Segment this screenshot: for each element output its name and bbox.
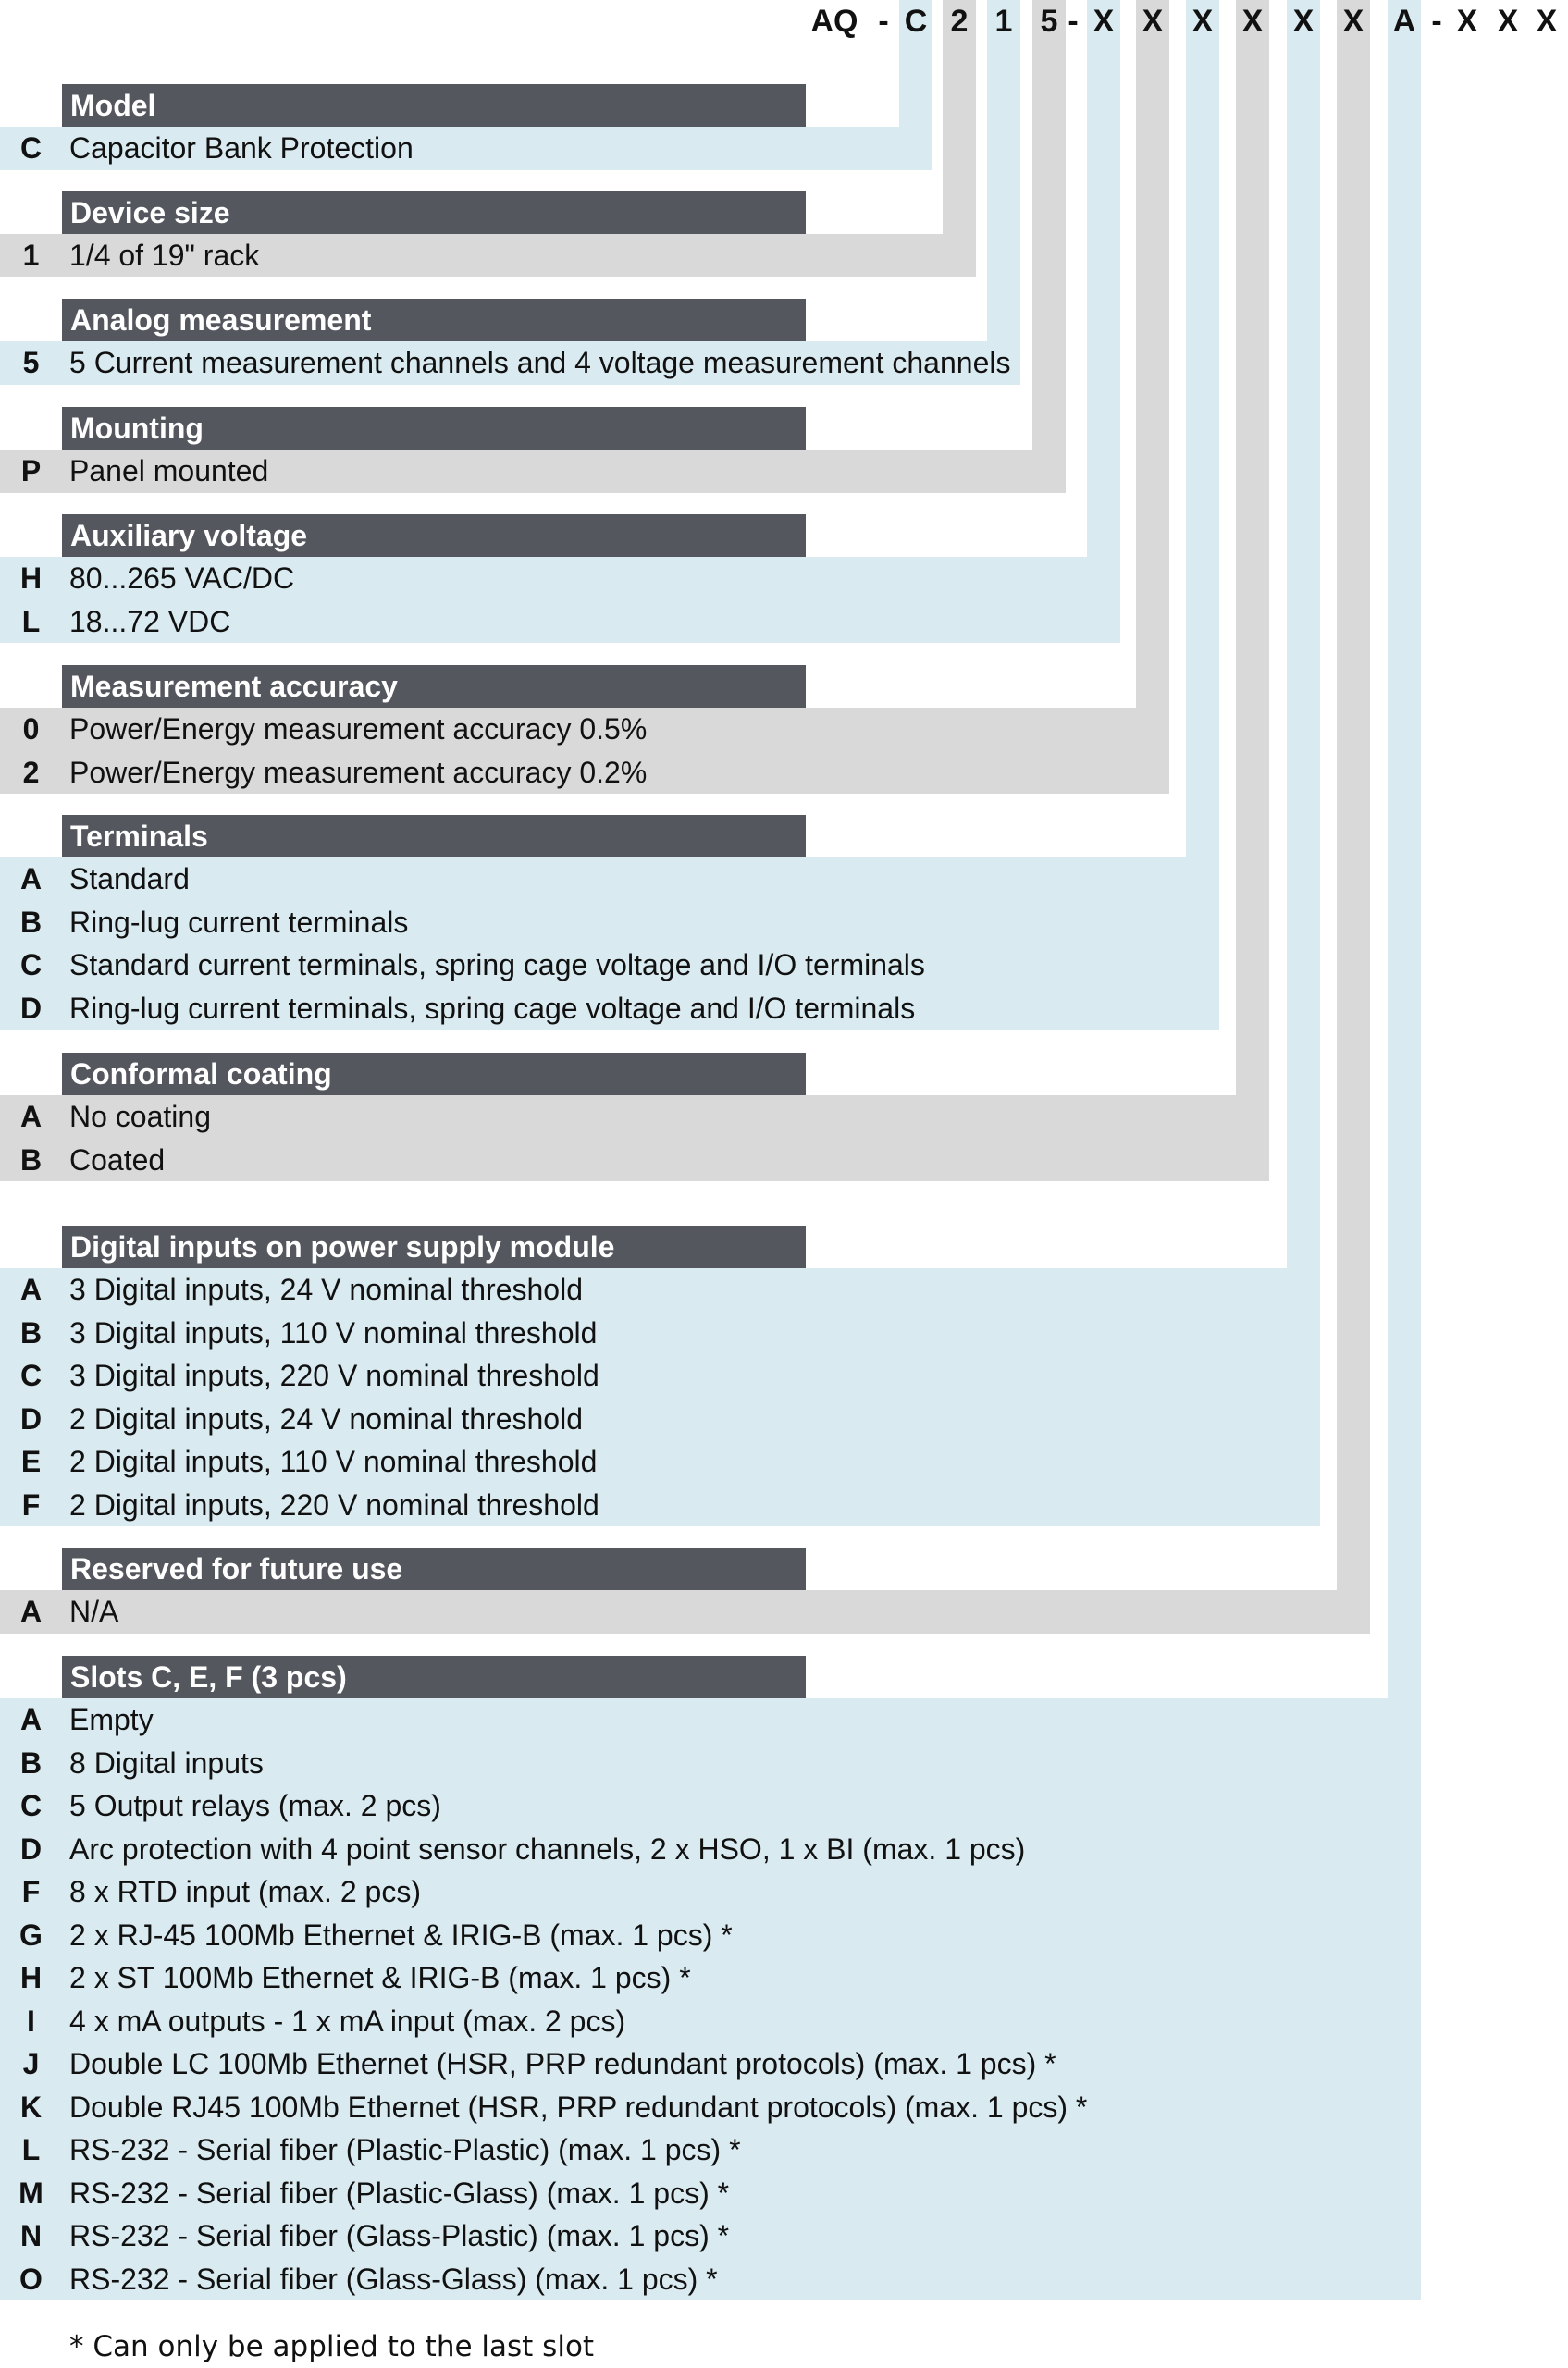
option-text: 80...265 VAC/DC [69, 561, 295, 595]
option-text: 2 x ST 100Mb Ethernet & IRIG-B (max. 1 pcs) * [69, 1961, 691, 1994]
option-text: N/A [69, 1595, 119, 1628]
option-code: A [19, 1703, 43, 1736]
section-header: Conformal coating [62, 1053, 806, 1095]
option-row [0, 1440, 1320, 1484]
option-code: C [19, 1359, 43, 1392]
option-code: D [19, 1832, 43, 1866]
option-code: B [19, 1315, 43, 1350]
option-text: Power/Energy measurement accuracy 0.5% [69, 712, 648, 746]
option-code: B [19, 1142, 43, 1177]
option-row [0, 1742, 1421, 1785]
footnote: * Can only be applied to the last slot [69, 2330, 595, 2363]
section-header: Reserved for future use [62, 1548, 806, 1590]
option-text: 5 Current measurement channels and 4 voltage measurement channels [69, 346, 1011, 379]
option-code: C [19, 131, 43, 165]
code-char: X [1342, 4, 1364, 39]
option-code: G [19, 1918, 43, 1952]
option-code: E [20, 1445, 42, 1478]
option-row [0, 2172, 1421, 2215]
section-header: Terminals [62, 815, 806, 857]
code-char: 5 [1040, 4, 1058, 39]
option-row [0, 1312, 1320, 1355]
option-code: B [19, 1745, 43, 1780]
option-row [0, 600, 1120, 644]
option-row [0, 234, 976, 278]
section-header: Digital inputs on power supply module [62, 1226, 806, 1268]
option-row [0, 2258, 1421, 2301]
option-text: 2 Digital inputs, 220 V nominal threshold [69, 1487, 599, 1522]
section-header: Slots C, E, F (3 pcs) [62, 1656, 806, 1698]
option-code: L [21, 2133, 41, 2166]
code-char: X [1456, 4, 1478, 39]
option-text: 8 x RTD input (max. 2 pcs) [69, 1875, 421, 1908]
option-code: P [20, 454, 42, 487]
option-row [0, 1484, 1320, 1527]
option-text: Standard [69, 862, 190, 895]
option-row [0, 1354, 1320, 1398]
code-char: 1 [994, 4, 1013, 39]
option-text: Double LC 100Mb Ethernet (HSR, PRP redundant protocols) (max. 1 pcs) * [69, 2047, 1056, 2080]
code-char: X [1292, 4, 1315, 39]
option-text: 4 x mA outputs - 1 x mA input (max. 2 pcs) [69, 2004, 626, 2038]
code-char: - [1068, 4, 1079, 39]
option-row [0, 901, 1219, 944]
section-header: Analog measurement [62, 299, 806, 341]
option-code: H [19, 1961, 43, 1994]
option-row [0, 708, 1169, 751]
option-text: 8 Digital inputs [69, 1745, 264, 1780]
connector-strip [1236, 0, 1269, 1181]
option-row [0, 857, 1219, 901]
connector-strip [1032, 0, 1066, 493]
option-text: Empty [69, 1703, 154, 1736]
option-text: RS-232 - Serial fiber (Glass-Plastic) (max. 1 pcs) * [69, 2219, 730, 2252]
option-code: D [19, 1401, 43, 1436]
option-text: 3 Digital inputs, 110 V nominal threshold [69, 1315, 598, 1350]
option-row [0, 1698, 1421, 1742]
option-code: F [21, 1487, 41, 1522]
connector-strip [1087, 0, 1120, 643]
option-row [0, 751, 1169, 795]
option-text: Ring-lug current terminals, spring cage voltage and I/O terminals [69, 991, 916, 1025]
option-row [0, 1268, 1320, 1312]
option-code: A [19, 862, 43, 895]
option-row [0, 450, 1066, 493]
option-code: A [19, 1273, 43, 1306]
option-text: 5 Output relays (max. 2 pcs) [69, 1789, 441, 1822]
option-text: Standard current terminals, spring cage voltage and I/O terminals [69, 948, 925, 981]
section-header: Device size [62, 191, 806, 234]
option-text: 18...72 VDC [69, 604, 231, 638]
option-row [0, 1870, 1421, 1914]
option-row [0, 1784, 1421, 1828]
option-code: F [21, 1875, 41, 1908]
code-char: - [1431, 4, 1442, 39]
option-text: Double RJ45 100Mb Ethernet (HSR, PRP redundant protocols) (max. 1 pcs) * [69, 2090, 1088, 2124]
option-text: 2 x RJ-45 100Mb Ethernet & IRIG-B (max. 1 pcs) * [69, 1918, 733, 1952]
code-char: 2 [950, 4, 969, 39]
option-text: No coating [69, 1100, 211, 1133]
option-text: 3 Digital inputs, 220 V nominal threshold [69, 1359, 599, 1392]
option-text: RS-232 - Serial fiber (Plastic-Glass) (max. 1 pcs) * [69, 2176, 730, 2210]
option-text: 2 Digital inputs, 110 V nominal threshold [69, 1445, 598, 1478]
option-code: D [19, 991, 43, 1025]
code-char: X [1142, 4, 1164, 39]
option-text: Ring-lug current terminals [69, 905, 409, 939]
option-code: A [19, 1100, 43, 1133]
code-char: A [1392, 4, 1416, 39]
option-row [0, 1095, 1269, 1139]
option-code: 1 [22, 239, 40, 272]
option-text: 1/4 of 19" rack [69, 239, 260, 272]
option-row [0, 127, 932, 170]
section-header: Measurement accuracy [62, 665, 806, 708]
code-char: X [1536, 4, 1558, 39]
option-code: A [19, 1595, 43, 1628]
option-row [0, 987, 1219, 1030]
option-code: C [19, 1789, 43, 1822]
option-code: O [19, 2262, 43, 2296]
option-code: 2 [22, 755, 40, 789]
code-char: X [1241, 4, 1264, 39]
option-row [0, 2086, 1421, 2129]
code-char: X [1191, 4, 1214, 39]
option-code: J [22, 2047, 40, 2080]
code-char: C [904, 4, 928, 39]
option-row [0, 2214, 1421, 2258]
option-code: 5 [22, 346, 40, 379]
option-code: H [19, 561, 43, 595]
option-text: Power/Energy measurement accuracy 0.2% [69, 755, 648, 789]
section-header: Auxiliary voltage [62, 514, 806, 557]
option-text: 3 Digital inputs, 24 V nominal threshold [69, 1273, 583, 1306]
option-row [0, 1828, 1421, 1871]
option-row [0, 2042, 1421, 2086]
option-text: Panel mounted [69, 454, 269, 487]
option-row [0, 1956, 1421, 2000]
option-text: Arc protection with 4 point sensor channels, 2 x HSO, 1 x BI (max. 1 pcs) [69, 1832, 1026, 1866]
section-header: Mounting [62, 407, 806, 450]
code-char: X [1093, 4, 1115, 39]
code-char: X [1497, 4, 1519, 39]
code-char: - [878, 4, 889, 39]
option-row [0, 341, 1020, 385]
connector-strip [987, 0, 1020, 385]
option-text: RS-232 - Serial fiber (Plastic-Plastic) (max. 1 pcs) * [69, 2133, 741, 2166]
option-text: RS-232 - Serial fiber (Glass-Glass) (max. 1 pcs) * [69, 2262, 718, 2296]
option-code: I [27, 2004, 35, 2038]
option-code: B [19, 905, 43, 939]
option-row [0, 1590, 1370, 1634]
option-code: C [19, 948, 43, 981]
section-header: Model [62, 84, 806, 127]
option-text: Coated [69, 1142, 166, 1177]
option-code: L [21, 604, 41, 638]
option-row [0, 1139, 1269, 1182]
option-text: 2 Digital inputs, 24 V nominal threshold [69, 1401, 583, 1436]
option-row [0, 1914, 1421, 1957]
option-code: K [19, 2090, 43, 2124]
code-char: AQ [810, 4, 858, 39]
option-code: N [19, 2219, 43, 2252]
connector-strip [1337, 0, 1370, 1634]
option-row [0, 557, 1120, 600]
option-row [0, 944, 1219, 987]
option-row [0, 1398, 1320, 1441]
option-code: M [19, 2176, 43, 2210]
connector-strip [1136, 0, 1169, 794]
option-code: 0 [22, 712, 40, 746]
option-row [0, 2128, 1421, 2172]
option-text: Capacitor Bank Protection [69, 131, 414, 165]
option-row [0, 2000, 1421, 2043]
